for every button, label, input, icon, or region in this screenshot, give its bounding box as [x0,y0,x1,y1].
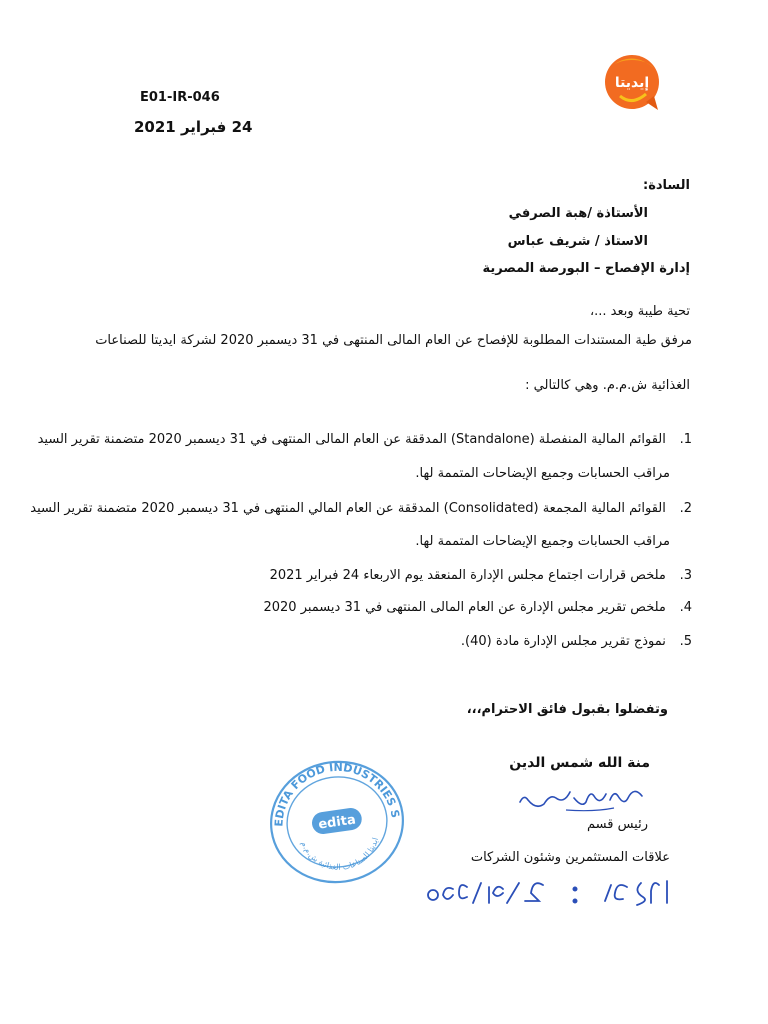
list-item-number: 4. [679,600,692,615]
greeting: السادة: [643,178,690,193]
list-item-number: 2. [679,501,692,516]
signer-name: منة الله شمس الدين [509,755,650,771]
list-item-text: نموذج تقرير مجلس الإدارة مادة (40). [460,634,666,649]
logo-text: إيديتا [614,75,650,91]
list-item-text: ملخص تقرير مجلس الإدارة عن العام المالى المنتهى في 31 ديسمبر 2020 [263,600,666,615]
list-item-number: 5. [679,634,692,649]
list-item-5 [461,634,692,649]
signer-department: علاقات المستثمرين وشئون الشركات [470,850,670,865]
stamp-arabic-text: ايديتا للصناعات الغذائية ش.م.م [299,836,381,872]
list-item-1 [38,432,692,447]
stamp-outer-text: EDITA FOOD INDUSTRIES S.A.E. [272,760,402,827]
stamp-inner-text: edita [317,812,357,833]
letter-date: 24 فبراير 2021 [134,118,253,136]
signer-title: رئيس قسم [587,817,648,832]
list-item-text: القوائم المالية المجمعة (Consolidated) المدققة عن العام المالي المنتهى في 31 ديسمبر 2020 متضمنة تقرير السيد [30,501,666,516]
list-item-number: 3. [679,568,692,583]
list-item-3 [270,568,692,583]
recipient-name-1: الأستاذة /هبة الصرفي [508,206,648,221]
list-item-2-continued: مراقب الحسابات وجميع الإيضاحات المتممة لها. [415,534,670,549]
list-item-number: 1. [679,432,692,447]
list-item-4 [263,600,692,615]
recipient-name-2: الاستاذ / شريف عباس [507,234,648,249]
list-item-1-continued: مراقب الحسابات وجميع الإيضاحات المتممة لها. [415,466,670,481]
list-item-text: القوائم المالية المنفصلة (Standalone) المدققة عن العام المالى المنتهى في 31 ديسمبر 2020 متضمنة تقرير السيد [37,432,666,447]
intro-line-2: الغذائية ش.م.م. وهي كالتالي : [525,378,690,393]
intro-line-1: مرفق طية المستندات المطلوبة للإفصاح عن العام المالى المنتهى في 31 ديسمبر 2020 لشركة ايديتا للصناعات [95,333,692,348]
recipient-department: إدارة الإفصاح – البورصة المصرية [482,261,690,276]
closing-phrase: وتفضلوا بقبول فائق الاحترام،،، [466,702,668,717]
company-stamp [262,756,412,888]
salutation: تحية طيبة وبعد ...، [589,304,690,319]
handwritten-signature [514,782,654,818]
list-item-2 [30,501,692,516]
edita-logo [602,52,662,112]
reference-number: E01-IR-046 [140,90,220,105]
handwritten-date [415,875,675,911]
list-item-text: ملخص قرارات اجتماع مجلس الإدارة المنعقد يوم الاربعاء 24 فبراير 2021 [269,568,666,583]
